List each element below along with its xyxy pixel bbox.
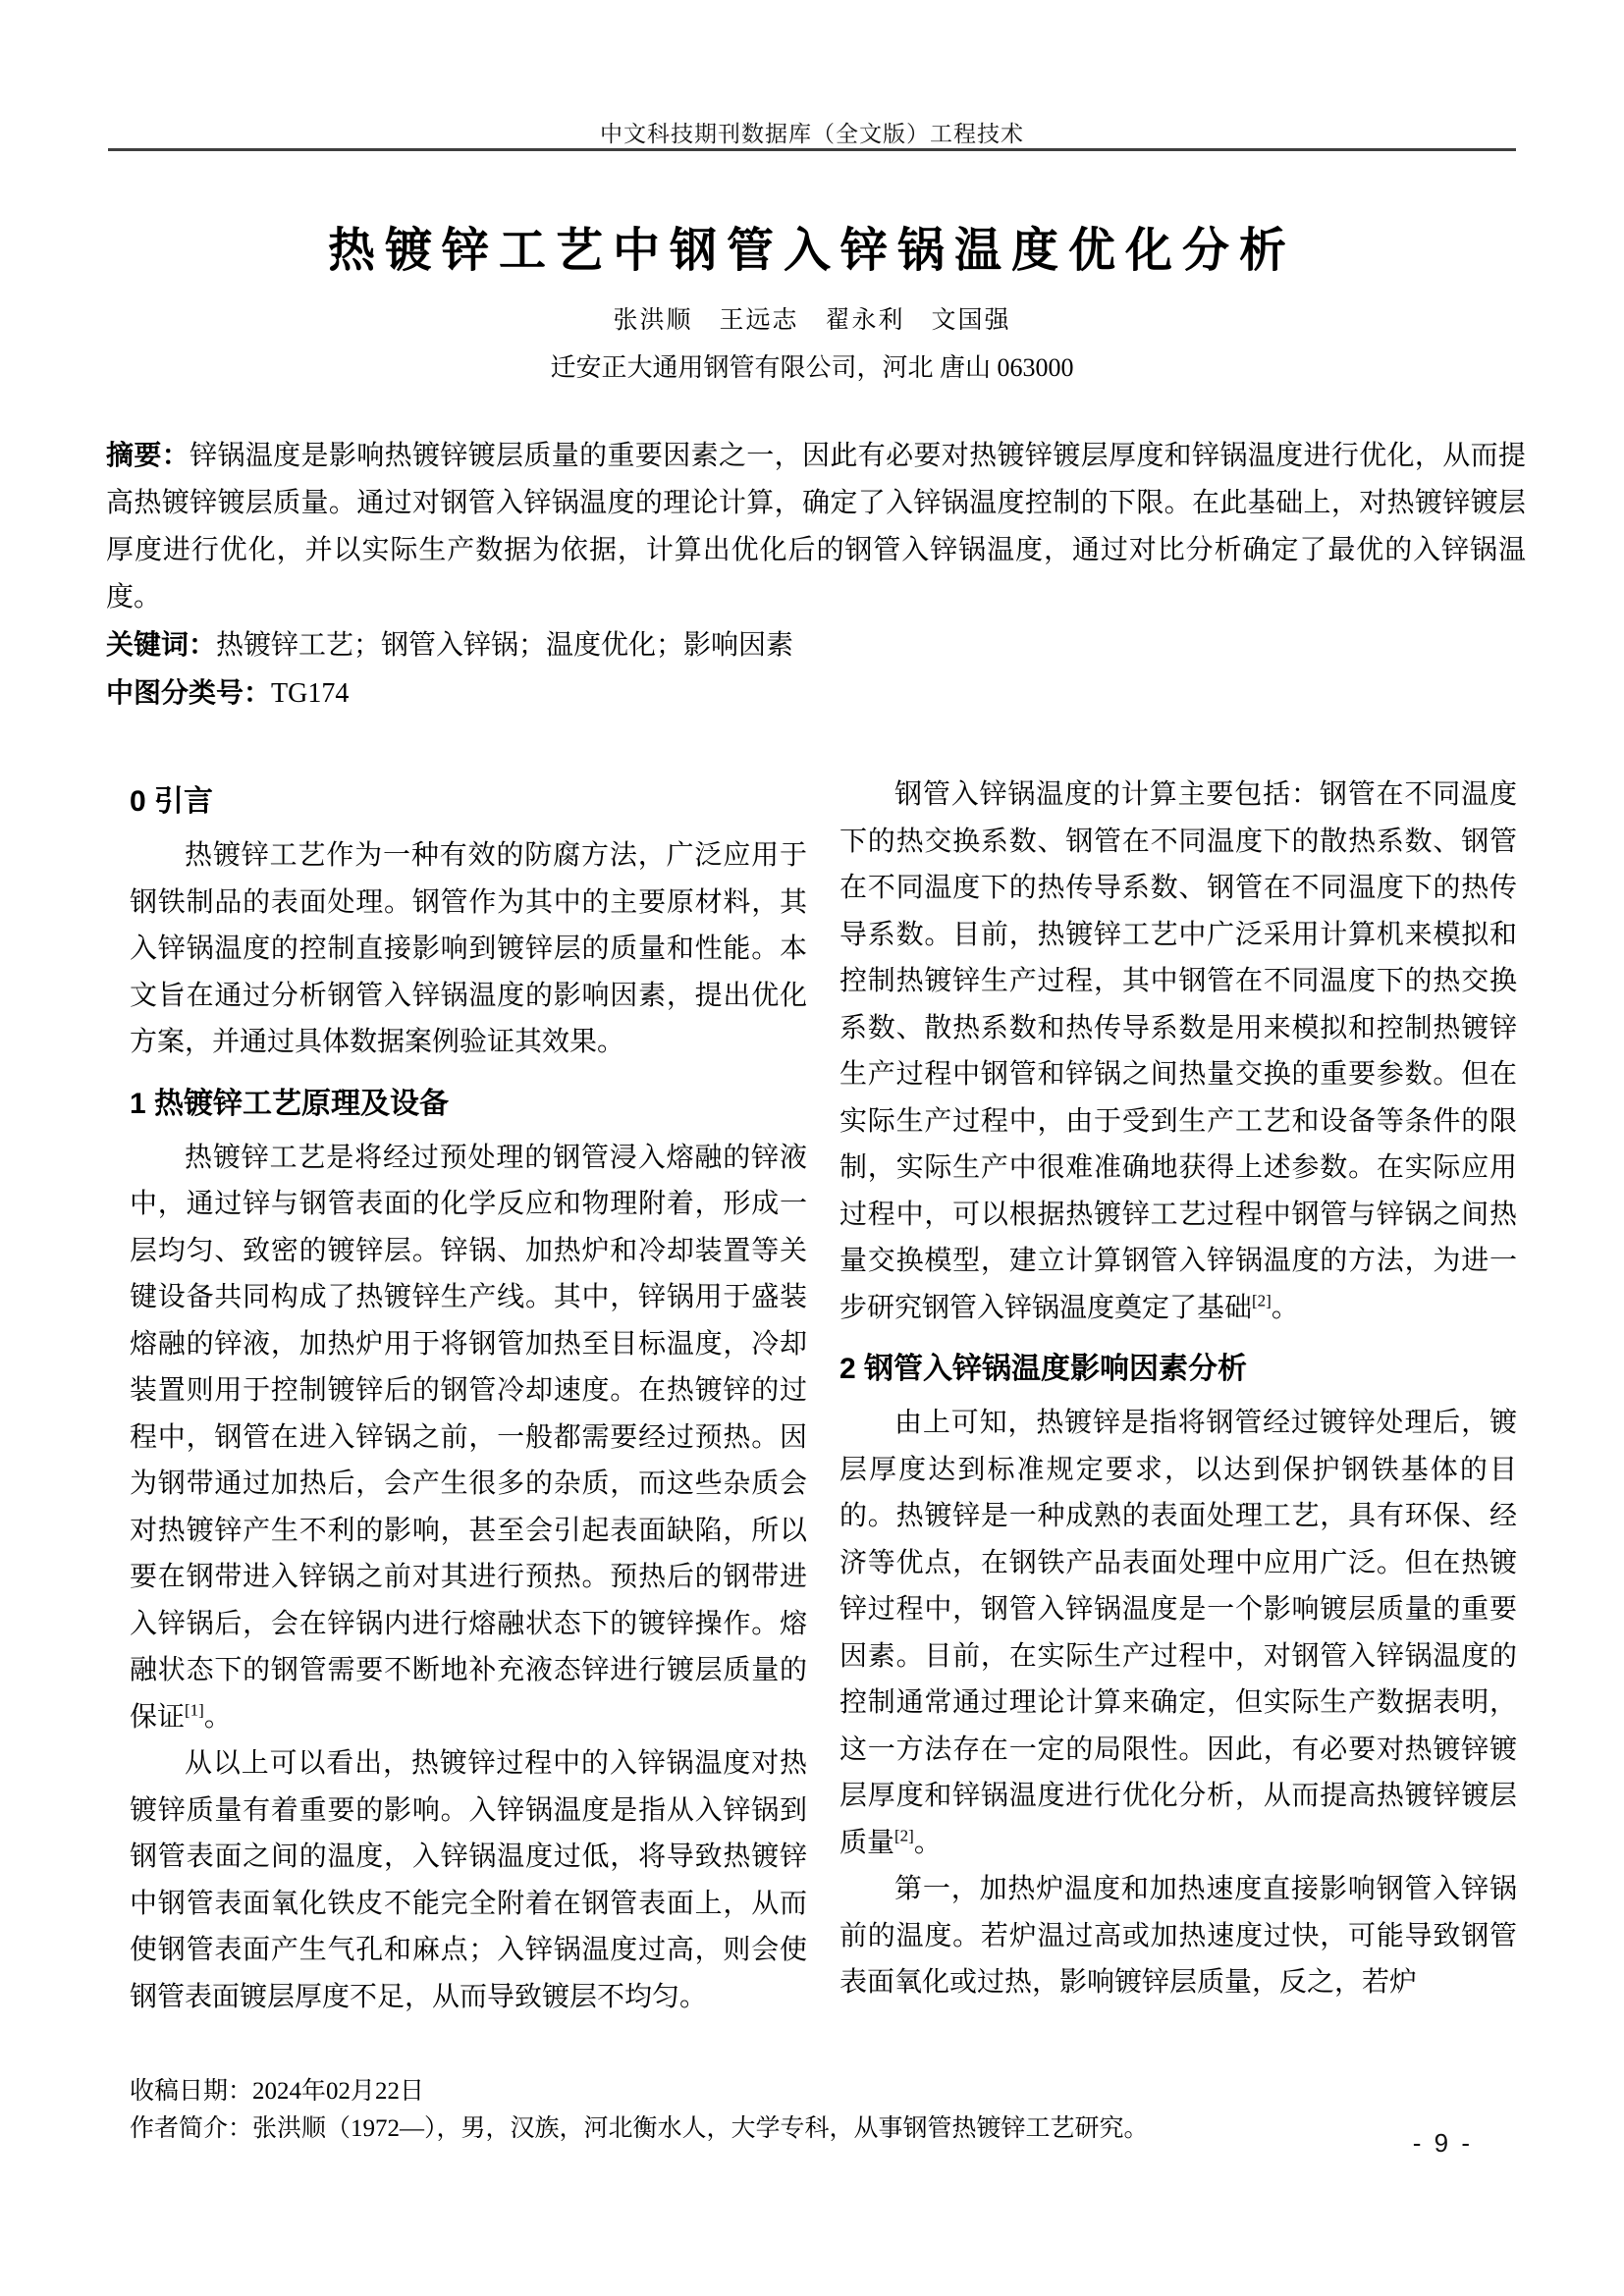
keywords-label: 关键词： [106,629,217,660]
keywords-text: 热镀锌工艺；钢管入锌锅；温度优化；影响因素 [216,630,794,661]
clc-code: TG174 [271,678,350,709]
citation-ref: [2] [894,1826,914,1845]
author-bio-text: 张洪顺（1972—），男，汉族，河北衡水人，大学专科，从事钢管热镀锌工艺研究。 [252,2115,1149,2142]
author-bio-line [130,2110,1517,2148]
authors-line: 张洪顺 王远志 翟永利 文国强 [613,307,1011,334]
citation-ref: [1] [185,1700,204,1720]
body-paragraph: 热镀锌工艺是将经过预处理的钢管浸入熔融的锌液中，通过锌与钢管表面的化学反应和物理附着，形成一层均匀、致密的镀锌层。锌锅、加热炉和冷却装置等关键设备共同构成了热镀锌生产线。其中，锌锅用于盛装熔融的锌液，加热炉用于将钢管加热至目标温度，冷却装置则用于控制镀锌后的钢管冷却速度。在热镀锌的过程中，钢管在进入锌锅之前，一般都需要经过预热。因为钢带通过加热后，会产生很多的杂质，而这些杂质会对热镀锌产生不利的影响，甚至会引起表面缺陷，所以要在钢带进入锌锅之前对其进行预热。预热后的钢带进入锌锅后，会在锌锅内进行熔融状态下的镀锌操作。熔融状态下的钢管需要不断地补充液态锌进行镀层质量的保证[1]。 [130,1142,807,1733]
body-columns [130,772,1517,2020]
footnote-block [130,2073,1517,2148]
received-date-value: 2024年02月22日 [252,2078,425,2105]
right-column [839,772,1517,2020]
article-title: 热镀锌工艺中钢管入锌锅温度优化分析 [327,225,1296,277]
abstract-text: 锌锅温度是影响热镀锌镀层质量的重要因素之一，因此有必要对热镀锌镀层厚度和锌锅温度进行优化，从而提高热镀锌镀层质量。通过对钢管入锌锅温度的理论计算，确定了入锌锅温度控制的下限。在此基础上，对热镀锌镀层厚度进行优化，并以实际生产数据为依据，计算出优化后的钢管入锌锅温度，通过对比分析确定了最优的入锌锅温度。 [106,441,1526,613]
abstract-label: 摘要： [106,440,190,470]
left-column [130,772,807,2020]
clc-label: 中图分类号： [106,677,272,708]
author-bio-label: 作者简介： [130,2115,253,2142]
body-paragraph: 热镀锌工艺作为一种有效的防腐方法，广泛应用于钢铁制品的表面处理。钢管作为其中的主要原材料，其入锌锅温度的控制直接影响到镀锌层的质量和性能。本文旨在通过分析钢管入锌锅温度的影响因素，提出优化方案，并通过具体数据案例验证其效果。 [130,840,807,1057]
body-paragraph: 从以上可以看出，热镀锌过程中的入锌锅温度对热镀锌质量有着重要的影响。入锌锅温度是指从入锌锅到钢管表面之间的温度，入锌锅温度过低，将导致热镀锌中钢管表面氧化铁皮不能完全附着在钢管表面上，从而使钢管表面产生气孔和麻点；入锌锅温度过高，则会使钢管表面镀层厚度不足，从而导致镀层不均匀。 [130,1748,807,2012]
section-heading: 0 引言 [130,785,214,818]
page-number: - 9 - [1412,2128,1473,2158]
abstract-block [106,432,1526,718]
section-heading: 2 钢管入锌锅温度影响因素分析 [839,1353,1248,1385]
affiliation-line: 迁安正大通用钢管有限公司，河北 唐山 063000 [550,353,1074,382]
journal-header: 中文科技期刊数据库（全文版）工程技术 [600,122,1024,146]
body-paragraph: 钢管入锌锅温度的计算主要包括：钢管在不同温度下的热交换系数、钢管在不同温度下的散热系数、钢管在不同温度下的热传导系数、钢管在不同温度下的热传导系数。目前，热镀锌工艺中广泛采用计算机来模拟和控制热镀锌生产过程，其中钢管在不同温度下的热交换系数、散热系数和热传导系数是用来模拟和控制热镀锌生产过程中钢管和锌锅之间热量交换的重要参数。但在实际生产过程中，由于受到生产工艺和设备等条件的限制，实际生产中很难准确地获得上述参数。在实际应用过程中，可以根据热镀锌工艺过程中钢管与锌锅之间热量交换模型，建立计算钢管入锌锅温度的方法，为进一步研究钢管入锌锅温度奠定了基础[2]。 [839,779,1517,1323]
body-paragraph: 第一，加热炉温度和加热速度直接影响钢管入锌锅前的温度。若炉温过高或加热速度过快，可能导致钢管表面氧化或过热，影响镀锌层质量，反之，若炉 [839,1874,1517,1998]
abstract-paragraph [106,432,1526,621]
received-date-line [130,2073,1517,2110]
section-heading: 1 热镀锌工艺原理及设备 [130,1087,450,1120]
keywords-line [106,621,1526,669]
citation-ref: [2] [1252,1291,1272,1310]
header-rule [108,148,1516,151]
clc-line [106,669,1526,718]
body-paragraph: 由上可知，热镀锌是指将钢管经过镀锌处理后，镀层厚度达到标准规定要求，以达到保护钢铁基体的目的。热镀锌是一种成熟的表面处理工艺，具有环保、经济等优点，在钢铁产品表面处理中应用广泛。但在热镀锌过程中，钢管入锌锅温度是一个影响镀层质量的重要因素。目前，在实际生产过程中，对钢管入锌锅温度的控制通常通过理论计算来确定，但实际生产数据表明，这一方法存在一定的局限性。因此，有必要对热镀锌镀层厚度和锌锅温度进行优化分析，从而提高热镀锌镀层质量[2]。 [839,1408,1517,1858]
received-date-label: 收稿日期： [130,2078,253,2105]
